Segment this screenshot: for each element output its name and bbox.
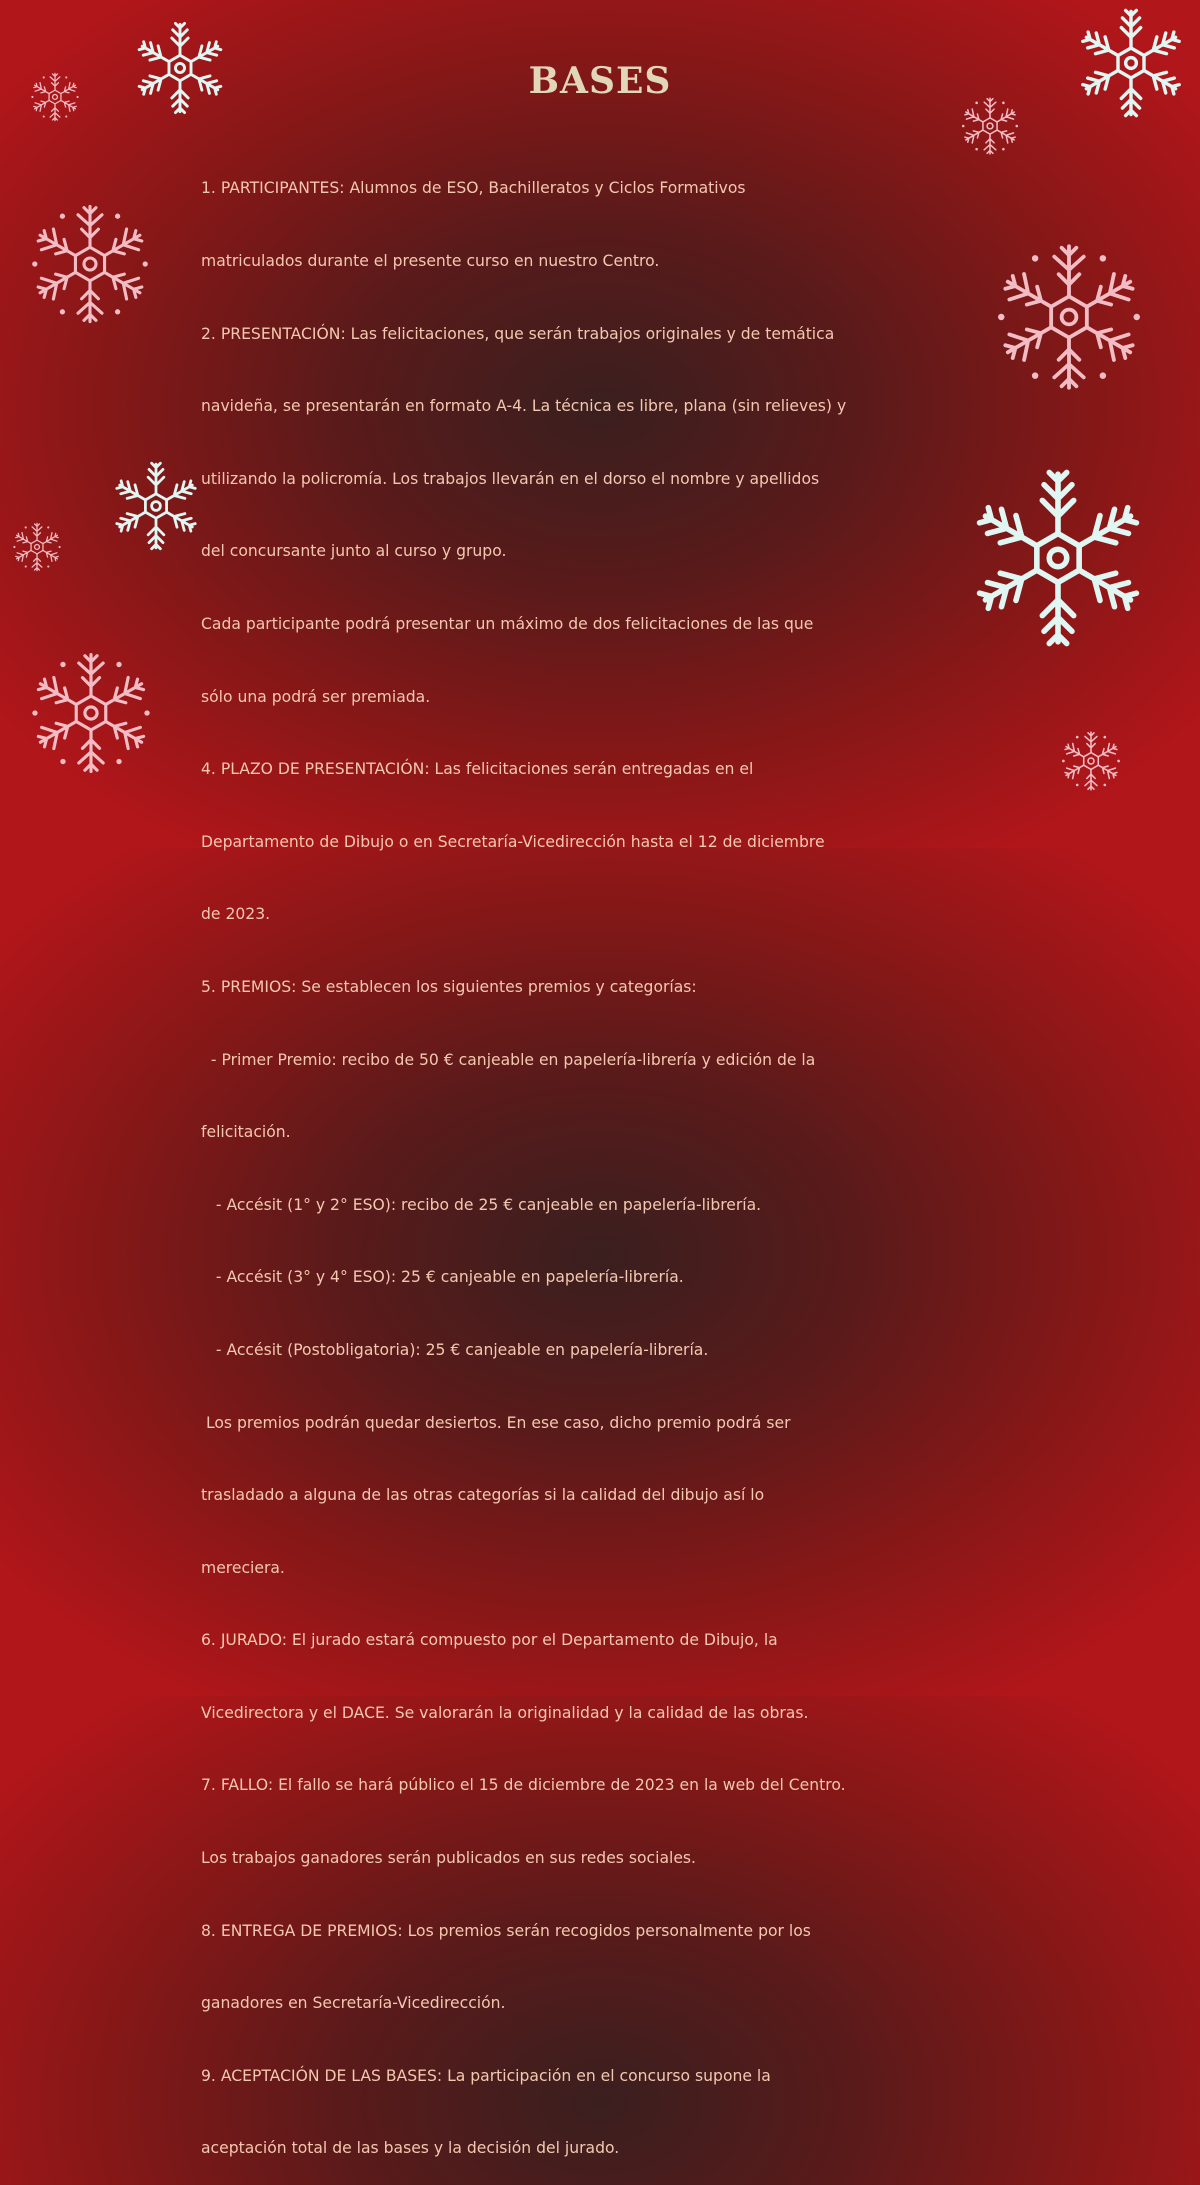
rule-line: 9. ACEPTACIÓN DE LAS BASES: La participación en el concurso supone la <box>201 2066 771 2085</box>
snowflake-icon <box>988 236 1150 398</box>
rule-line: Los trabajos ganadores serán publicados en sus redes sociales. <box>201 1849 697 1868</box>
page-title: BASES <box>528 60 672 102</box>
snowflake-icon <box>958 94 1022 158</box>
snowflake-icon <box>108 458 204 554</box>
snowflake-icon <box>962 462 1154 654</box>
rule-line: 5. PREMIOS: Se establecen los siguientes premios y categorías: <box>201 977 697 996</box>
rule-line: Cada participante podrá presentar un máximo de dos felicitaciones de las que <box>201 614 814 633</box>
rule-line: Los premios podrán quedar desiertos. En ese caso, dicho premio podrá ser <box>201 1413 791 1432</box>
rules-text <box>201 128 1001 2185</box>
rule-line: mereciera. <box>201 1558 285 1577</box>
rule-line: de 2023. <box>201 905 271 924</box>
snowflake-icon <box>130 18 230 118</box>
rule-line: 7. FALLO: El fallo se hará público el 15 de diciembre de 2023 en la web del Centro. <box>201 1776 846 1795</box>
rule-line: Departamento de Dibujo o en Secretaría-Vicedirección hasta el 12 de diciembre <box>201 832 825 851</box>
rule-line: aceptación total de las bases y la decisión del jurado. <box>201 2139 620 2158</box>
rule-line: trasladado a alguna de las otras categorías si la calidad del dibujo así lo <box>201 1486 765 1505</box>
rule-line: 6. JURADO: El jurado estará compuesto por el Departamento de Dibujo, la <box>201 1631 778 1650</box>
rule-line: ganadores en Secretaría-Vicedirección. <box>201 1994 506 2013</box>
rule-line: del concursante junto al curso y grupo. <box>201 542 507 561</box>
rule-line: - Accésit (3° y 4° ESO): 25 € canjeable en papelería-librería. <box>201 1268 684 1287</box>
rule-line: - Accésit (Postobligatoria): 25 € canjeable en papelería-librería. <box>201 1340 709 1359</box>
rule-line: felicitación. <box>201 1123 291 1142</box>
rule-line: 2. PRESENTACIÓN: Las felicitaciones, que serán trabajos originales y de temática <box>201 324 835 343</box>
rule-line: Vicedirectora y el DACE. Se valorarán la originalidad y la calidad de las obras. <box>201 1703 809 1722</box>
rule-line: utilizando la policromía. Los trabajos llevarán en el dorso el nombre y apellidos <box>201 469 820 488</box>
rule-line: matriculados durante el presente curso en nuestro Centro. <box>201 252 660 270</box>
snowflake-icon <box>1058 728 1124 794</box>
snowflake-icon <box>1072 4 1190 122</box>
snowflake-icon <box>28 70 82 124</box>
snowflake-icon <box>10 520 64 574</box>
snowflake-icon <box>24 646 158 780</box>
snowflake-icon <box>24 198 156 330</box>
rule-line: - Primer Premio: recibo de 50 € canjeable en papelería-librería y edición de la <box>201 1050 816 1069</box>
rule-line: navideña, se presentarán en formato A-4. La técnica es libre, plana (sin relieves) y <box>201 397 847 416</box>
rule-line: sólo una podrá ser premiada. <box>201 687 431 706</box>
rule-line: 8. ENTREGA DE PREMIOS: Los premios serán recogidos personalmente por los <box>201 1921 811 1940</box>
rule-line: 1. PARTICIPANTES: Alumnos de ESO, Bachilleratos y Ciclos Formativos <box>201 179 746 198</box>
rule-line: - Accésit (1° y 2° ESO): recibo de 25 € canjeable en papelería-librería. <box>201 1195 762 1214</box>
rule-line: 4. PLAZO DE PRESENTACIÓN: Las felicitaciones serán entregadas en el <box>201 760 754 779</box>
